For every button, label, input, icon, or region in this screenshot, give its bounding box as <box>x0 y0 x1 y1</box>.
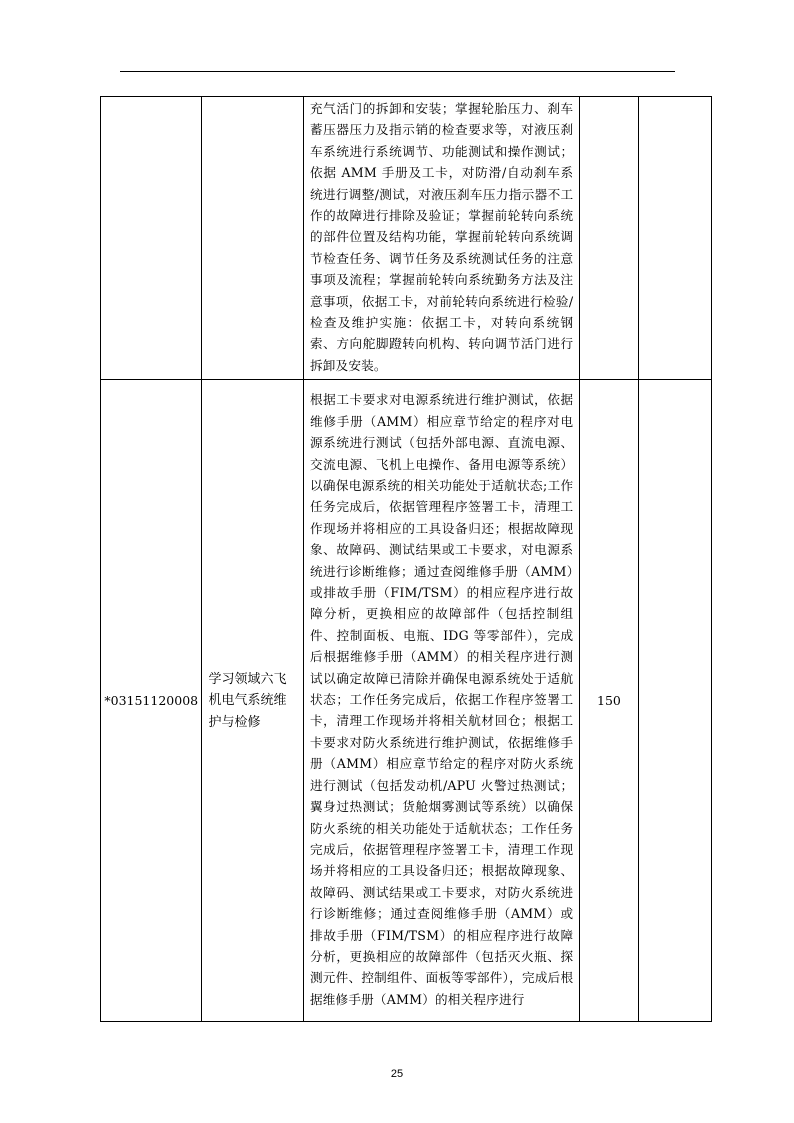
course-name-cell <box>202 97 303 380</box>
table-row <box>101 97 712 380</box>
course-code-cell: *03151120008 <box>101 380 202 1022</box>
table-row <box>101 380 712 1022</box>
course-code-cell <box>101 97 202 380</box>
header-rule <box>120 71 675 72</box>
course-note-cell <box>638 97 711 380</box>
page-number: 25 <box>390 1068 404 1080</box>
course-description-cell: 充气活门的拆卸和安装；掌握轮胎压力、刹车蓄压器压力及指示销的检查要求等，对液压刹车系统进行系统调节、功能测试和操作测试；依据 AMM 手册及工卡，对防滑/自动刹车系统进行调整/测试，对液压刹车压力指示器不工作的故障进行排除及验证；掌握前轮转向系统的部件位置及结构功能，掌握前轮转向系统调节检查任务、调节任务及系统测试任务的注意事项及流程；掌握前轮转向系统勤务方法及注意事项，依据工卡，对前轮转向系统进行检验/检查及维护实施：依据工卡，对转向系统钢索、方向舵脚蹬转向机构、转向调节活门进行拆卸及安装。 <box>303 97 579 380</box>
course-note-cell <box>638 380 711 1022</box>
course-table <box>100 96 712 1022</box>
course-hours-cell <box>580 97 638 380</box>
course-hours-cell: 150 <box>580 380 638 1022</box>
course-name-cell: 学习领域六飞机电气系统维护与检修 <box>202 380 303 1022</box>
course-description-cell: 根据工卡要求对电源系统进行维护测试，依据维修手册（AMM）相应章节给定的程序对电源系统进行测试（包括外部电源、直流电源、交流电源、飞机上电操作、备用电源等系统）以确保电源系统的相关功能处于适航状态;工作任务完成后，依据管理程序签署工卡，清理工作现场并将相应的工具设备归还；根据故障现象、故障码、测试结果或工卡要求，对电源系统进行诊断维修；通过查阅维修手册（AMM）或排故手册（FIM/TSM）的相应程序进行故障分析，更换相应的故障部件（包括控制组件、控制面板、电瓶、IDG 等零部件），完成后根据维修手册（AMM）的相关程序进行测试以确定故障已清除并确保电源系统处于适航状态；工作任务完成后，依据工作程序签署工卡，清理工作现场并将相关航材回仓；根据工卡要求对防火系统进行维护测试，依据维修手册（AMM）相应章节给定的程序对防火系统进行测试（包括发动机/APU 火警过热测试；翼身过热测试；货舱烟雾测试等系统）以确保防火系统的相关功能处于适航状态；工作任务完成后，依据管理程序签署工卡，清理工作现场并将相应的工具设备归还；根据故障现象、故障码、测试结果或工卡要求，对防火系统进行诊断维修；通过查阅维修手册（AMM）或排故手册（FIM/TSM）的相应程序进行故障分析，更换相应的故障部件（包括灭火瓶、探测元件、控制组件、面板等零部件），完成后根据维修手册（AMM）的相关程序进行 <box>303 380 579 1022</box>
